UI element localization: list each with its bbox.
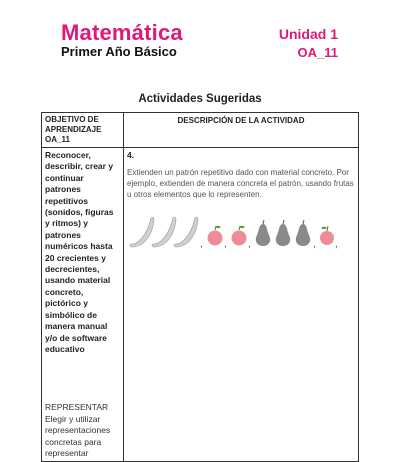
fruit-pattern-drawing bbox=[127, 214, 357, 250]
objective-cell bbox=[42, 148, 124, 462]
pear-icon bbox=[276, 220, 290, 246]
table-row bbox=[42, 148, 359, 462]
activity-cell bbox=[124, 148, 359, 462]
pear-icon bbox=[296, 220, 310, 246]
description-header: DESCRIPCIÓN DE LA ACTIVIDAD bbox=[177, 116, 305, 125]
fruit-pattern bbox=[127, 214, 355, 250]
banana-icon bbox=[130, 217, 154, 247]
section-title: Actividades Sugeridas bbox=[138, 93, 262, 105]
banana-icon bbox=[174, 217, 198, 247]
svg-text:,: , bbox=[248, 239, 251, 250]
objective-header-cell bbox=[42, 113, 124, 148]
svg-text:,: , bbox=[335, 239, 338, 250]
svg-text:,: , bbox=[224, 239, 227, 250]
skill-text: Elegir y utilizar representaciones concretas para representar bbox=[45, 413, 111, 458]
unit-label: Unidad 1 bbox=[278, 26, 338, 42]
activity-table bbox=[41, 112, 359, 462]
apple-icon bbox=[232, 226, 247, 246]
svg-text:,: , bbox=[200, 239, 203, 250]
skill-title: REPRESENTAR bbox=[45, 402, 109, 413]
svg-text:,: , bbox=[313, 239, 316, 250]
objective-text: Reconocer, describir, crear y continuar patrones repetitivos (sonidos, figuras y ritmos) y patrones numéricos hasta 20 crecientes y decrecientes, usando material concreto, pictórico y simbólico de manera manual y/o de software educativo bbox=[45, 150, 114, 354]
description-header-cell bbox=[124, 113, 359, 148]
pear-icon bbox=[256, 220, 270, 246]
table-header-row bbox=[42, 113, 359, 148]
objective-header: OBJETIVO DE APRENDIZAJE OA_11 bbox=[45, 115, 102, 144]
grade-label: Primer Año Básico bbox=[61, 44, 177, 59]
objective-code: OA_11 bbox=[297, 45, 338, 60]
apple-icon bbox=[320, 226, 334, 245]
skill-block bbox=[45, 402, 120, 459]
activity-text: Extienden un patrón repetitivo dado con material concreto. Por ejemplo, extienden de manera concreta el patrón, usando frutas u otros elementos que lo representen. bbox=[127, 168, 354, 199]
banana-icon bbox=[152, 217, 176, 247]
subject-title: Matemática bbox=[61, 20, 183, 45]
activity-number: 4. bbox=[127, 150, 135, 160]
apple-icon bbox=[208, 226, 223, 246]
